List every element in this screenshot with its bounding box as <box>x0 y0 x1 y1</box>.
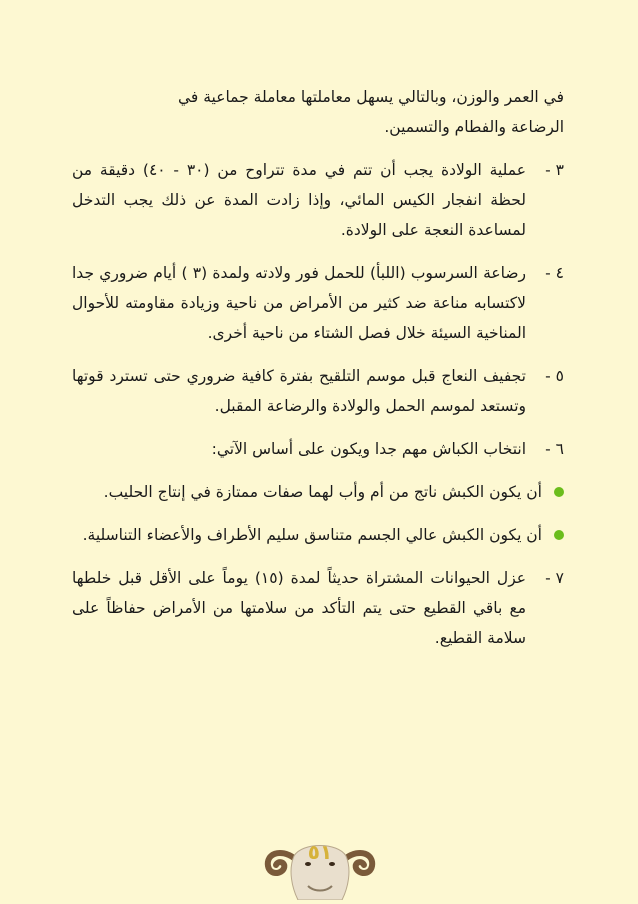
item-text: انتخاب الكباش مهم جدا ويكون على أساس الآتي: <box>211 440 526 458</box>
bullet-item-1 <box>72 477 564 507</box>
item-text: عزل الحيوانات المشتراة حديثاً لمدة (١٥) يوماً على الأقل قبل خلطها مع باقي القطيع حتى يتم التأكد من سلامتها من الأمراض حفاظاً على سلامة القطيع. <box>72 569 526 647</box>
item-text: رضاعة السرسوب (اللبأ) للحمل فور ولادته ولمدة (٣ ) أيام ضروري جدا لاكتسابه مناعة ضد كثير من الأمراض من ناحية وزيادة مقاومته للأحوال المناخية السيئة خلال فصل الشتاء من ناحية أخرى. <box>72 264 526 342</box>
item-number: ٥ - <box>545 367 564 385</box>
list-item-3 <box>72 155 564 245</box>
intro-line-2: الرضاعة والفطام والتسمين. <box>384 118 564 136</box>
item-number: ٤ - <box>545 264 564 282</box>
green-bullet-icon <box>542 477 564 507</box>
intro-paragraph <box>72 82 564 142</box>
bullet-text: أن يكون الكبش ناتج من أم وأب لهما صفات ممتازة في إنتاج الحليب. <box>103 483 542 501</box>
item-number: ٣ - <box>545 161 564 179</box>
intro-line-1: في العمر والوزن، وبالتالي يسهل معاملتها معاملة جماعية في <box>177 88 564 106</box>
ram-head-icon <box>258 828 382 900</box>
item-text: تجفيف النعاج قبل موسم التلقيح بفترة كافية ضروري حتى تسترد قوتها وتستعد لموسم الحمل والولادة والرضاعة المقبل. <box>72 367 526 415</box>
page-footer <box>258 828 382 900</box>
item-number: ٦ - <box>545 440 564 458</box>
item-text: عملية الولادة يجب أن تتم في مدة تتراوح من (٣٠ - ٤٠) دقيقة من لحظة انفجار الكيس المائي، وإذا زادت المدة عن ذلك يجب التدخل لمساعدة النعجة على الولادة. <box>72 161 526 239</box>
list-item-7 <box>72 563 564 653</box>
bullet-text: أن يكون الكبش عالي الجسم متناسق سليم الأطراف والأعضاء التناسلية. <box>82 526 542 544</box>
document-body <box>72 82 564 666</box>
page-number: ٥١ <box>307 840 333 864</box>
bullet-item-2 <box>72 520 564 550</box>
list-item-4 <box>72 258 564 348</box>
item-number: ٧ - <box>545 569 564 587</box>
list-item-6 <box>72 434 564 464</box>
list-item-5 <box>72 361 564 421</box>
green-bullet-icon <box>542 520 564 550</box>
